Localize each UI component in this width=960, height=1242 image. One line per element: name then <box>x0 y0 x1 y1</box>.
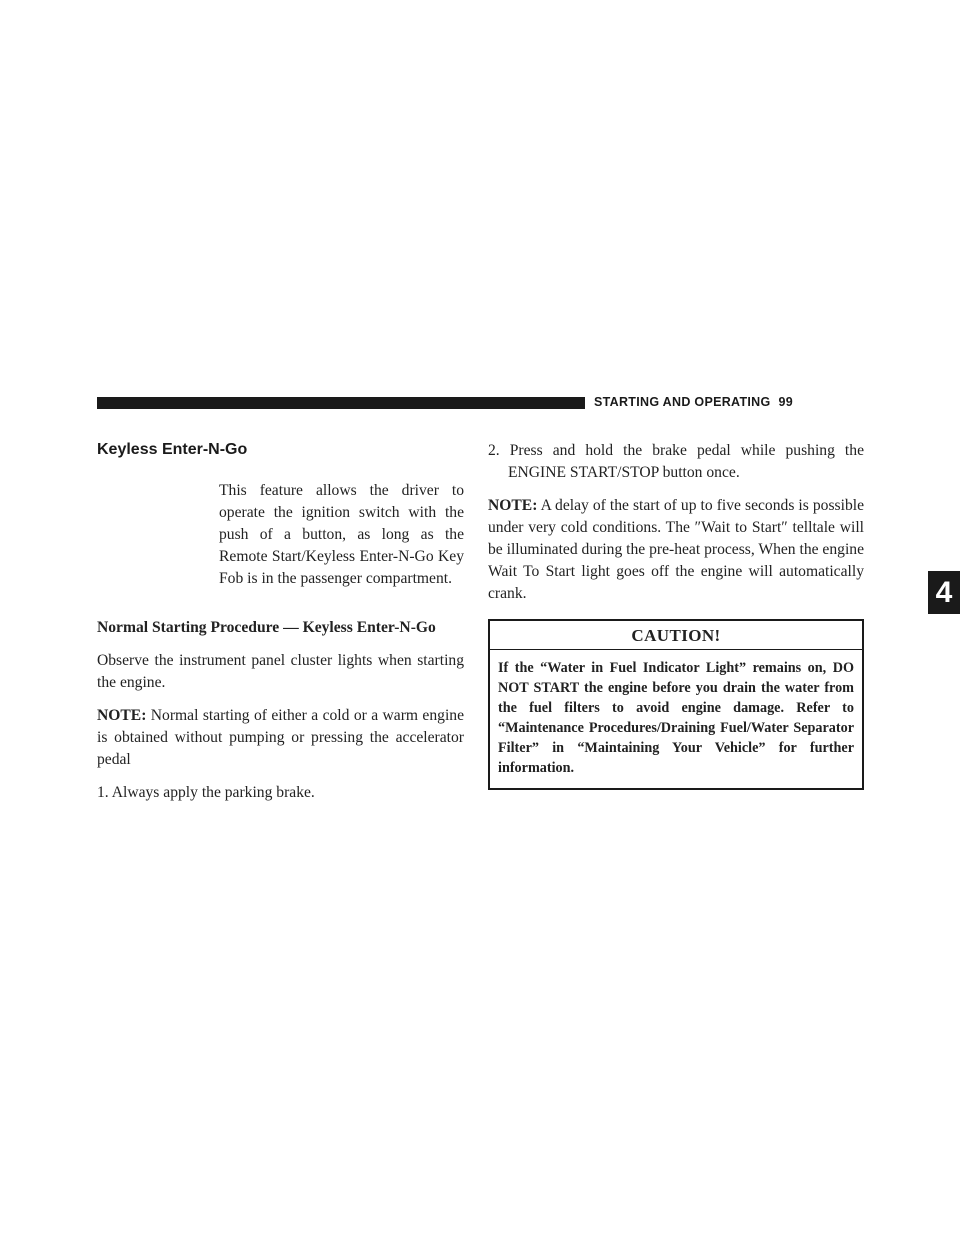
right-column <box>488 440 864 790</box>
note-label: NOTE: <box>97 707 147 724</box>
subheading-normal-starting: Normal Starting Procedure — Keyless Enter-N-Go <box>97 619 436 636</box>
header-section-title: STARTING AND OPERATING <box>594 395 771 409</box>
left-column <box>97 440 464 804</box>
step-1: 1. Always apply the parking brake. <box>97 784 315 801</box>
observe-paragraph: Observe the instrument panel cluster lights when starting the engine. <box>97 652 464 691</box>
caution-text: If the “Water in Fuel Indicator Light” remains on, DO NOT START the engine before you drain the water from the fuel filters to avoid engine damage. Refer to “Maintenance Procedures/Draining Fuel/Water Separator Filter” in “Maintaining Your Vehicle” for further information. <box>498 660 854 776</box>
note-paragraph-left <box>97 705 464 771</box>
note-label: NOTE: <box>488 497 538 514</box>
step-2: 2. Press and hold the brake pedal while pushing the ENGINE START/STOP button once. <box>488 442 864 481</box>
page-number: 99 <box>778 395 794 409</box>
caution-title: CAUTION! <box>490 621 862 650</box>
chapter-tab: 4 <box>928 571 960 614</box>
intro-paragraph: This feature allows the driver to operate the ignition switch with the push of a button, as long as the Remote Start/Keyless Enter-N-Go Key Fob is in the passenger compartment. <box>219 482 464 587</box>
caution-box <box>488 619 864 790</box>
note-paragraph-right <box>488 495 864 605</box>
header-rule <box>97 397 585 409</box>
note-text: Normal starting of either a cold or a warm engine is obtained without pumping or pressing the accelerator pedal <box>97 707 464 768</box>
note-text: A delay of the start of up to five seconds is possible under very cold conditions. The ″Wait to Start″ telltale will be illuminated during the pre-heat process, When the engine Wait To Start light goes off the engine will automatically crank. <box>488 497 865 602</box>
page-header <box>594 395 793 411</box>
section-heading: Keyless Enter-N-Go <box>97 441 248 458</box>
